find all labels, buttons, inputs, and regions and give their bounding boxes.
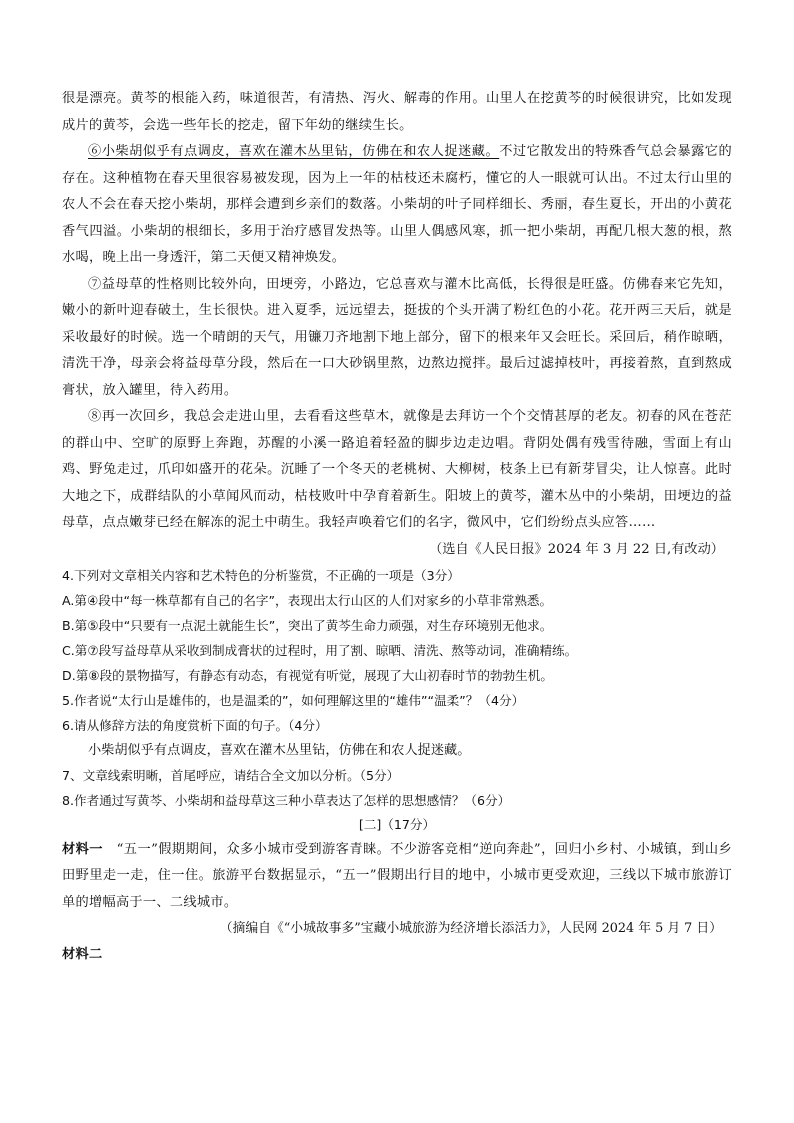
material-1-source: （摘编自《“小城故事多”宝藏小城旅游为经济增长添活力》，人民网 2024 年 5 月 7 日） xyxy=(219,921,722,936)
paragraph-7: ⑦益母草的性格则比较外向，田埂旁，小路边，它总喜欢与灌木比高低，长得很是旺盛。仿佛春来它先知，嫩小的新叶迎春破土，生长很快。进入夏季，远远望去，挺拔的个头开满了粉红色的小花。花开两三天后，就是采收最好的时候。选一个晴朗的天气，用镰刀齐地割下地上部分，留下的根来年又会旺长。采回后，稍作晾晒，清洗干净，母亲会将益母草分段，然后在一口大砂锅里熬，边熬边搅拌。最后过滤掉枝叶，再接着熬，直到熬成膏状，放入罐里，待入药用。 xyxy=(62,276,732,398)
question-4-option-c: C.第⑦段写益母草从采收到制成膏状的过程时，用了割、晾晒、清洗、熬等动词，准确精练。 xyxy=(62,642,578,658)
question-4-option-a: A.第④段中“每一株草都有自己的名字”，表现出太行山区的人们对家乡的小草非常熟悉。 xyxy=(62,592,553,608)
question-5: 5.作者说“太行山是雄伟的，也是温柔的”，如何理解这里的“雄伟”“温柔”？（4分） xyxy=(62,692,525,708)
question-6-quote: 小柴胡似乎有点调皮，喜欢在灌木丛里钻，仿佛在和农人捉迷藏。 xyxy=(88,742,471,758)
paragraph-5-tail: 很是漂亮。黄芩的根能入药，味道很苦，有清热、泻火、解毒的作用。山里人在挖黄芩的时候很讲究，比如发现成片的黄芩，会选一些年长的挖走，留下年幼的继续生长。 xyxy=(62,91,732,133)
section-2-heading: [二]（17分） xyxy=(358,816,436,832)
question-4-option-d: D.第⑧段的景物描写，有静态有动态，有视觉有听觉，展现了大山初春时节的勃勃生机。 xyxy=(62,667,553,683)
material-1-text: “五一”假期期间，众多小城市受到游客青睐。不少游客竞相“逆向奔赴”，回归小乡村、小城镇，到山乡田野里走一走，住一住。旅游平台数据显示，“五一”假期出行目的地中，小城市更受欢迎，三线以下城市旅游订单的增幅高于一、二线城市。 xyxy=(62,841,732,910)
material-1 xyxy=(62,837,732,917)
paragraph-6-rest: 不过它散发出的特殊香气总会暴露它的存在。这种植物在春天里很容易被发现，因为上一年的枯枝还未腐朽，懂它的人一眼就可认出。不过太行山里的农人不会在春天挖小柴胡，那样会遭到乡亲们的数落。小柴胡的叶子同样细长、秀丽，春生夏长，开出的小黄花香气四溢。小柴胡的根细长，多用于治疗感冒发热等。山里人偶感风寒，抓一把小柴胡，再配几根大葱的根，熬水喝，晚上出一身透汗，第二天便又精神焕发。 xyxy=(62,144,732,265)
paragraph-8: ⑧再一次回乡，我总会走进山里，去看看这些草木，就像是去拜访一个个交情甚厚的老友。初春的风在苍茫的群山中、空旷的原野上奔跑，苏醒的小溪一路追着轻盈的脚步边走边唱。背阴处偶有残雪待融，雪面上有山鸡、野兔走过，爪印如盛开的花朵。沉睡了一个冬天的老桃树、大柳树，枝条上已有新芽冒尖，让人惊喜。此时大地之下，成群结队的小草闻风而动，枯枝败叶中孕育着新生。阳坡上的黄芩，灌木丛中的小柴胡，田埂边的益母草，点点嫩芽已经在解冻的泥土中萌生。我轻声唤着它们的名字，微风中，它们纷纷点头应答…… xyxy=(62,409,732,530)
question-8: 8.作者通过写黄芩、小柴胡和益母草这三种小草表达了怎样的思想感情？（6分） xyxy=(62,792,511,808)
question-4: 4.下列对文章相关内容和艺术特色的分析鉴赏，不正确的一项是（3分） xyxy=(62,567,460,583)
question-7: 7、文章线索明晰，首尾呼应，请结合全文加以分析。（5分） xyxy=(62,767,400,783)
question-4-option-b: B.第⑤段中“只要有一点泥土就能生长”，突出了黄芩生命力顽强，对生存环境别无他求。 xyxy=(62,617,553,633)
article-source: （选自《人民日报》2024 年 3 月 22 日,有改动） xyxy=(429,541,724,557)
question-6: 6.请从修辞方法的角度赏析下面的句子。（4分） xyxy=(62,717,328,733)
material-1-label: 材料一 xyxy=(62,841,103,857)
document-content xyxy=(62,86,732,969)
material-2-label: 材料二 xyxy=(62,947,103,962)
underlined-sentence: ⑥小柴胡似乎有点调皮，喜欢在灌木丛里钻，仿佛在和农人捉迷藏。 xyxy=(88,144,500,159)
paragraph-6 xyxy=(62,139,732,272)
